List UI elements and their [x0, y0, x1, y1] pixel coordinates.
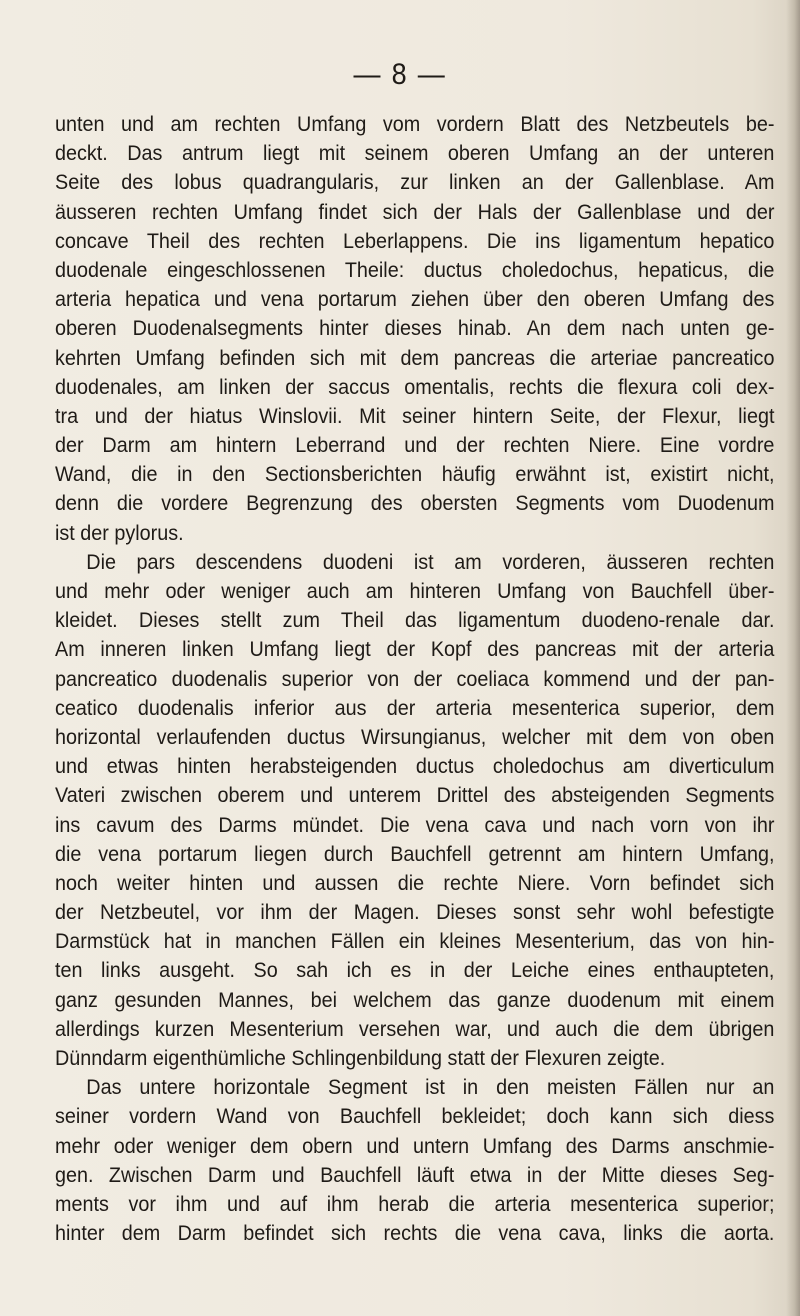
text-line: concave Theil des rechten Leberlappens. Die ins ligamentum hepatico	[55, 228, 775, 253]
text-line: ist der pylorus.	[55, 520, 184, 545]
text-line: Wand, die in den Sectionsberichten häufig erwähnt ist, existirt nicht,	[55, 462, 775, 487]
text-line: pancreatico duodenalis superior von der coeliaca kommend und der pan-	[55, 666, 775, 691]
body-text	[55, 110, 775, 1248]
text-line: arteria hepatica und vena portarum ziehen über den oberen Umfang des	[55, 287, 775, 312]
text-line: ganz gesunden Mannes, bei welchem das ganze duodenum mit einem	[55, 987, 775, 1012]
text-line: äusseren rechten Umfang findet sich der Hals der Gallenblase und der	[55, 199, 775, 224]
text-line: tra und der hiatus Winslovii. Mit seiner hintern Seite, der Flexur, liegt	[55, 403, 775, 428]
text-line: Am inneren linken Umfang liegt der Kopf des pancreas mit der arteria	[55, 637, 775, 662]
text-line: kehrten Umfang befinden sich mit dem pancreas die arteriae pancreatico	[55, 345, 775, 370]
paragraph-start-line: Die pars descendens duodeni ist am vorderen, äusseren rechten	[86, 549, 775, 574]
text-line: kleidet. Dieses stellt zum Theil das ligamentum duodeno-renale dar.	[55, 608, 775, 633]
text-line: deckt. Das antrum liegt mit seinem oberen Umfang an der unteren	[55, 141, 775, 166]
text-line: und etwas hinten herabsteigenden ductus choledochus am diverticulum	[55, 754, 775, 779]
text-line: ten links ausgeht. So sah ich es in der Leiche eines enthaupteten,	[55, 958, 775, 983]
text-line: gen. Zwischen Darm und Bauchfell läuft etwa in der Mitte dieses Seg-	[55, 1162, 775, 1187]
text-line: denn die vordere Begrenzung des obersten Segments vom Duodenum	[55, 491, 775, 516]
page-number: — 8 —	[353, 58, 447, 91]
text-line: mehr oder weniger dem obern und untern Umfang des Darms anschmie-	[55, 1133, 775, 1158]
text-line: die vena portarum liegen durch Bauchfell getrennt am hintern Umfang,	[55, 841, 775, 866]
text-line: seiner vordern Wand von Bauchfell bekleidet; doch kann sich diess	[55, 1104, 775, 1129]
text-line: noch weiter hinten und aussen die rechte Niere. Vorn befindet sich	[55, 870, 775, 895]
text-line: ins cavum des Darms mündet. Die vena cava und nach vorn von ihr	[55, 812, 775, 837]
paragraph-start-line: Das untere horizontale Segment ist in den meisten Fällen nur an	[86, 1075, 775, 1100]
text-line: der Netzbeutel, vor ihm der Magen. Dieses sonst sehr wohl befestigte	[55, 900, 775, 925]
text-line: duodenale eingeschlossenen Theile: ductus choledochus, hepaticus, die	[55, 257, 775, 282]
page-edge-shadow	[786, 0, 800, 1316]
text-line: und mehr oder weniger auch am hinteren Umfang von Bauchfell über-	[55, 579, 775, 603]
text-line: ments vor ihm und auf ihm herab die arteria mesenterica superior;	[55, 1191, 775, 1216]
text-line: oberen Duodenalsegments hinter dieses hinab. An dem nach unten ge-	[55, 316, 775, 341]
text-line: Vateri zwischen oberem und unterem Drittel des absteigenden Segments	[55, 783, 775, 808]
text-line: Darmstück hat in manchen Fällen ein kleines Mesenterium, das von hin-	[55, 929, 775, 954]
text-line: hinter dem Darm befindet sich rechts die vena cava, links die aorta.	[55, 1221, 775, 1246]
text-line: ceatico duodenalis inferior aus der arteria mesenterica superior, dem	[55, 695, 775, 720]
text-line: unten und am rechten Umfang vom vordern Blatt des Netzbeutels be-	[55, 112, 775, 136]
text-line: horizontal verlaufenden ductus Wirsungianus, welcher mit dem von oben	[55, 724, 775, 749]
text-line: Seite des lobus quadrangularis, zur linken an der Gallenblase. Am	[55, 170, 775, 195]
text-line: duodenales, am linken der saccus omentalis, rechts die flexura coli dex-	[55, 374, 775, 399]
text-line: allerdings kurzen Mesenterium versehen war, und auch die dem übrigen	[55, 1016, 775, 1041]
text-line: Dünndarm eigenthümliche Schlingenbildung statt der Flexuren zeigte.	[55, 1046, 666, 1070]
text-line: der Darm am hintern Leberrand und der rechten Niere. Eine vordre	[55, 433, 775, 458]
